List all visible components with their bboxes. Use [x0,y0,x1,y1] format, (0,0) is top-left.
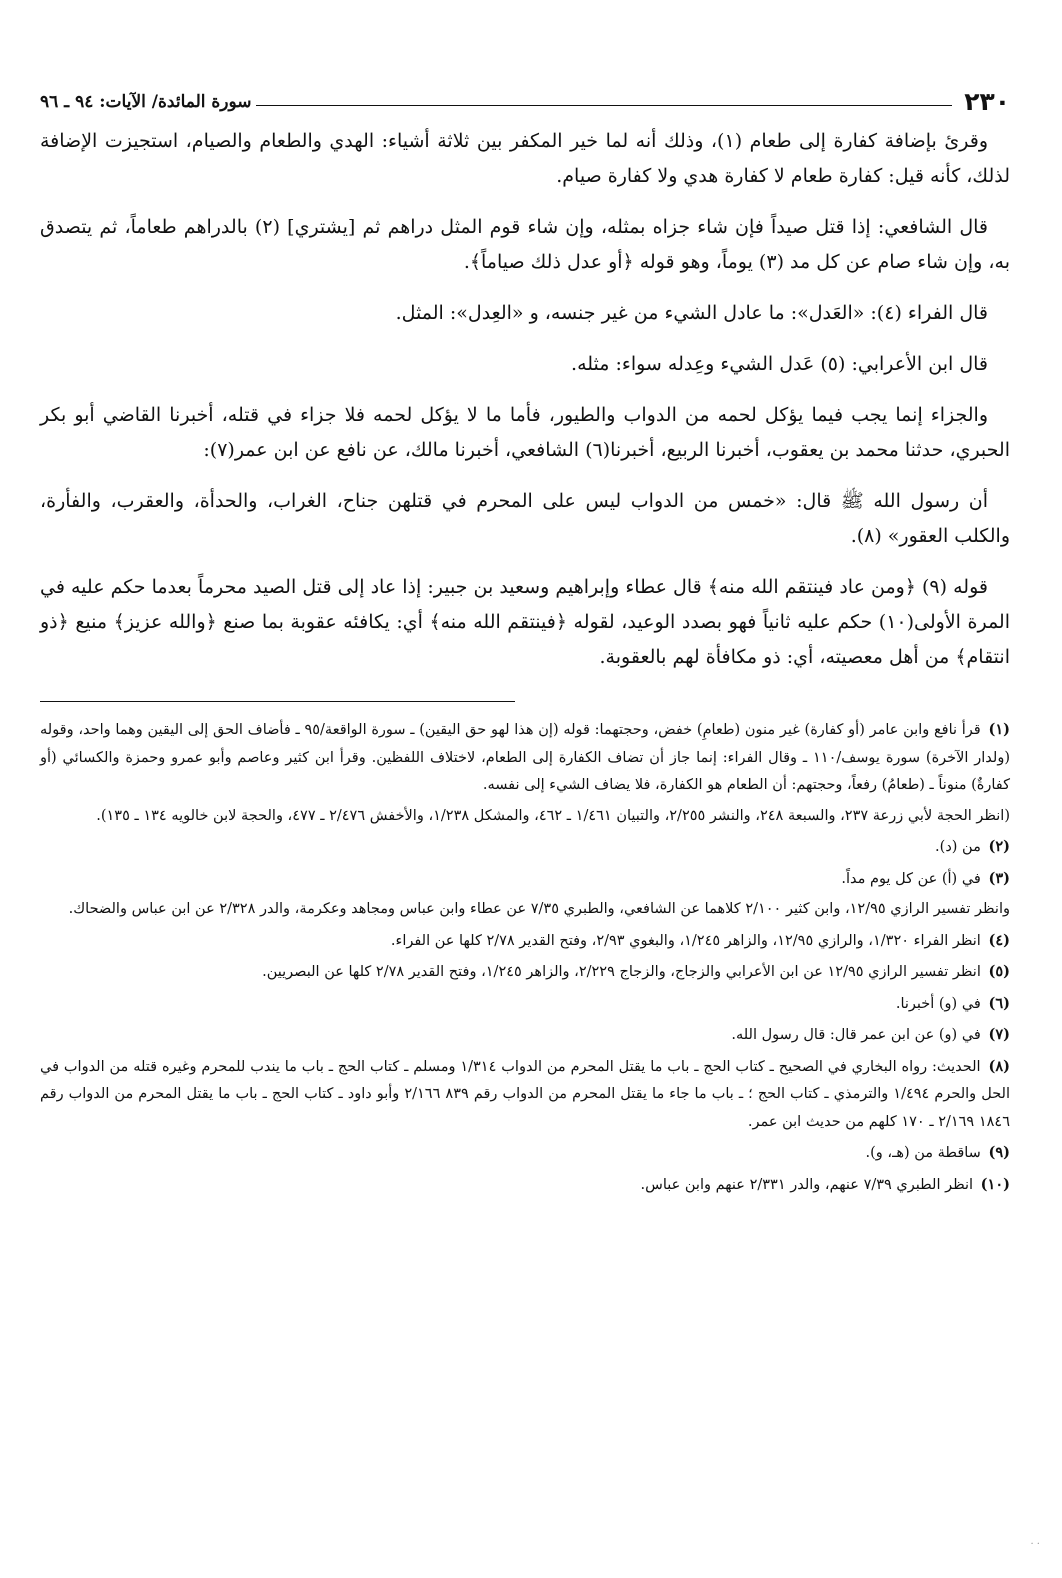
book-page [40,60,1010,1202]
footnote [40,958,1010,987]
footnote-number: (٥) [988,963,1010,980]
footnote-separator [40,701,515,702]
running-title: سورة المائدة/ الآيات: ٩٤ ـ ٩٦ [40,92,252,112]
footnote-number: (٨) [988,1057,1011,1075]
footnote-text: من (د). [935,839,981,855]
footnote [40,865,1010,894]
main-text [40,124,1010,675]
footnote-number: (٧) [988,1026,1010,1043]
footnote-number: (١) [988,721,1011,738]
footnote-number: (٩) [988,1144,1010,1161]
footnote-text: في (و) عن ابن عمر قال: قال رسول الله. [731,1027,981,1043]
footnote-text: (انظر الحجة لأبي زرعة ٢٣٧، والسبعة ٢٤٨، والنشر ٢/٢٥٥، والتبيان ١/٤٦١ ـ ٤٦٢، والمشكل ١/٢٣٨، والأخفش ٢/٤٧٦ ـ ٤٧٧، والحجة لابن خالويه ١٣٤ ـ ١٣٥). [96,807,1010,824]
paragraph: والجزاء إنما يجب فيما يؤكل لحمه من الدواب والطيور، فأما ما لا يؤكل لحمه فلا جزاء في قتله، أخبرنا القاضي أبو بكر الحبري، حدثنا محمد بن يعقوب، أخبرنا الربيع، أخبرنا(٦) الشافعي، أخبرنا مالك، عن نافع عن ابن عمر(٧): [40,404,1010,461]
paragraph: قال الفراء (٤): «العَدل»: ما عادل الشيء من غير جنسه، و «العِدل»: المثل. [395,302,988,324]
footnote-number: (٤) [988,931,1010,949]
footnote-continuation [40,803,1010,831]
scan-mark: · · [1030,1539,1040,1550]
paragraph: قال ابن الأعرابي: (٥) عَدل الشيء وعِدله سواء: مثله. [571,353,988,375]
paragraph: قوله (٩) ﴿ومن عاد فينتقم الله منه﴾ قال عطاء وإبراهيم وسعيد بن جبير: إذا عاد إلى قتل الصيد محرماً بعدما حكم عليه في المرة الأولى(١٠) حكم عليه ثانياً فهو بصدد الوعيد، لقوله ﴿فينتقم الله منه﴾ أي: يكافئه عقوبة بما صنع ﴿والله عزيز﴾ منيع ﴿ذو انتقام﴾ من أهل معصيته، أي: ذو مكافأة لهم بالعقوبة. [40,576,1010,668]
footnote-number: (١٠) [980,1175,1010,1193]
footnotes [40,716,1010,1199]
page-number: ٢٣٠ [964,87,1010,116]
footnote [40,1139,1010,1168]
footnote-number: (٣) [988,869,1010,887]
footnote [40,833,1010,862]
footnote-number: (٦) [988,994,1010,1012]
footnote-number: (٢) [988,838,1010,855]
paragraph: أن رسول الله ﷺ قال: «خمس من الدواب ليس على المحرم في قتلهن جناح، الغراب، والحدأة، والعقرب، والفأرة، والكلب العقور» (٨). [40,490,1010,547]
footnote-continuation [40,896,1010,924]
running-header [40,60,1010,114]
paragraph: وقرئ بإضافة كفارة إلى طعام (١)، وذلك أنه لما خير المكفر بين ثلاثة أشياء: الهدي والطعام والصيام، استجيزت الإضافة لذلك، كأنه قيل: كفارة طعام لا كفارة هدي ولا كفارة صيام. [40,130,1010,187]
footnote [40,716,1010,800]
footnote-text: ساقطة من (هـ، و). [865,1145,981,1161]
footnote-text: انظر تفسير الرازي ١٢/٩٥ عن ابن الأعرابي والزجاج، والزجاج ٢/٢٢٩، والزاهر ١/٢٤٥، وفتح القدير ٢/٧٨ كلها عن البصريين. [262,964,981,980]
footnote-text: في (أ) عن كل يوم مداً. [841,870,981,887]
header-rule [256,105,953,106]
footnote-text: وانظر تفسير الرازي ١٢/٩٥، وابن كثير ٢/١٠٠ كلاهما عن الشافعي، والطبري ٧/٣٥ عن عطاء وابن عباس ومجاهد وعكرمة، والدر ٢/٣٢٨ عن ابن عباس والضحاك. [68,901,1010,917]
footnote-text: انظر الفراء ١/٣٢٠، والرازي ١٢/٩٥، والزاهر ١/٢٤٥، والبغوي ٢/٩٣، وفتح القدير ٢/٧٨ كلها عن الفراء. [390,932,981,949]
paragraph: قال الشافعي: إذا قتل صيداً فإن شاء جزاه بمثله، وإن شاء قوم المثل دراهم ثم [يشتري] (٢) بالدراهم طعاماً، ثم يتصدق به، وإن شاء صام عن كل مد (٣) يوماً، وهو قوله ﴿أو عدل ذلك صياماً﴾. [40,216,1010,273]
footnote-text: قرأ نافع وابن عامر (أو كفارة) غير منون (طعامِ) خفض، وحجتهما: قوله (إن هذا لهو حق اليقين) ـ سورة الواقعة/٩٥ ـ فأضاف الحق إلى اليقين وهما واحد، وقوله (ولدار الآخرة) سورة يوسف/١١٠ ـ وقال الفراء: إنما جاز أن تضاف الكفارة إلى الطعام، لاختلاف اللفظين. وقرأ ابن كثير وعاصم وأبو عمرو وحمزة والكسائي (أو كفارةٌ) منوناً ـ (طعامُ) رفعاً، وحجتهم: أن الطعام هو الكفارة، فلا يضاف الشيء إلى نفسه. [40,722,1010,793]
footnote [40,990,1010,1019]
footnote-text: انظر الطبري ٧/٣٩ عنهم، والدر ٢/٣٣١ عنهم وابن عباس. [640,1176,974,1193]
footnote-text: في (و) أخبرنا. [895,995,981,1012]
footnote-text: الحديث: رواه البخاري في الصحيح ـ كتاب الحج ـ باب ما يقتل المحرم من الدواب ١/٣١٤ ومسلم ـ كتاب الحج ـ باب ما يندب للمحرم وغيره قتله من الدواب في الحل والحرم ١/٤٩٤ والترمذي ـ كتاب الحج ؛ ـ باب ما جاء ما يقتل المحرم من الدواب رقم ٨٣٩ ٢/١٦٦ وأبو داود ـ كتاب الحج ـ باب ما يقتل المحرم من الدواب رقم ١٨٤٦ ٢/١٦٩ ـ ١٧٠ كلهم من حديث ابن عمر. [40,1058,1010,1130]
footnote [40,927,1010,956]
footnote [40,1171,1010,1200]
footnote [40,1021,1010,1050]
footnote [40,1053,1010,1137]
